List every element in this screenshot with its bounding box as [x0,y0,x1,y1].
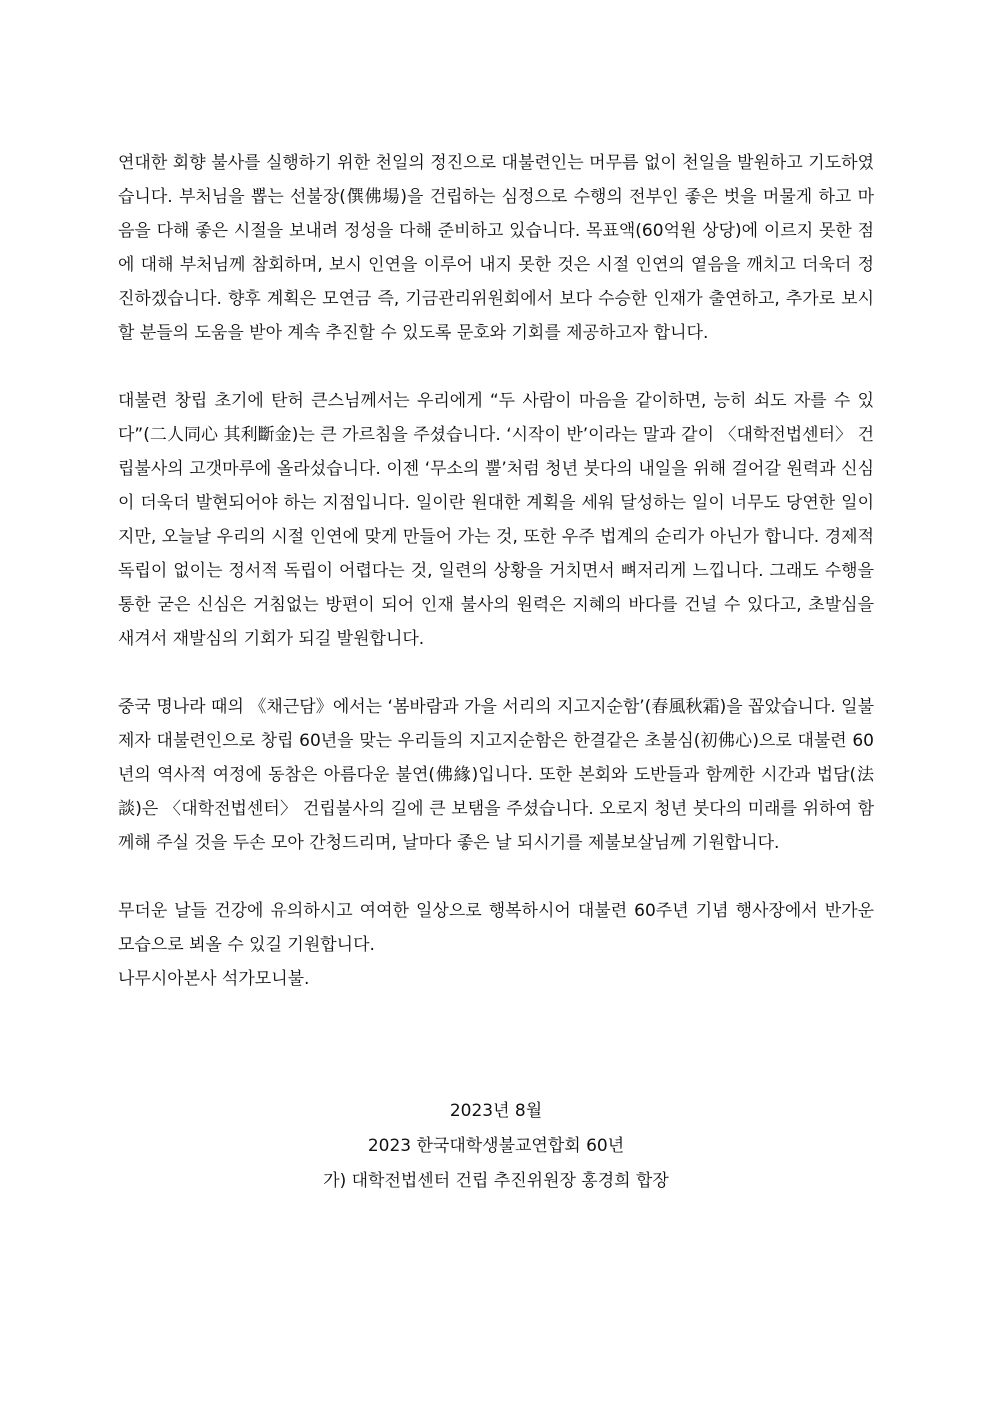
signature-organization: 2023 한국대학생불교연합회 60년 [367,1136,625,1156]
paragraph-gap [118,350,874,384]
paragraph-gap [118,656,874,690]
paragraph-gap [118,860,874,894]
paragraph-1: 연대한 회향 불사를 실행하기 위한 천일의 정진으로 대불련인는 머무름 없이 천일을 발원하고 기도하였습니다. 부처님을 뽑는 선불장(僎佛場)을 건립하는 심정으로 수행의 전부인 좋은 벗을 머물게 하고 마음을 다해 좋은 시절을 보내려 정성을 다해 준비하고 있습니다. 목표액(60억원 상당)에 이르지 못한 점에 대해 부처님께 참회하며, 보시 인연을 이루어 내지 못한 것은 시절 인연의 옅음을 깨치고 더욱더 정진하겠습니다. 향후 계획은 모연금 즉, 기금관리위원회에서 보다 수승한 인재가 출연하고, 추가로 보시할 분들의 도움을 받아 계속 추진할 수 있도록 문호와 기회를 제공하고자 합니다. [118,153,874,343]
signature-date: 2023년 8월 [449,1101,543,1121]
letter-body [118,146,874,996]
closing-line: 나무시아본사 석가모니불. [118,969,310,989]
paragraph-3: 중국 명나라 때의 《채근담》에서는 ‘봄바람과 가을 서리의 지고지순함’(春風秋霜)을 꼽았습니다. 일불제자 대불련인으로 창립 60년을 맞는 우리들의 지고지순함은 한결같은 초불심(初佛心)으로 대불련 60년의 역사적 여정에 동참은 아름다운 불연(佛緣)입니다. 또한 본회와 도반들과 함께한 시간과 법담(法談)은 〈대학전법센터〉 건립불사의 길에 큰 보탬을 주셨습니다. 오로지 청년 붓다의 미래를 위하여 함께해 주실 것을 두손 모아 간청드리며, 날마다 좋은 날 되시기를 제불보살님께 기원합니다. [118,697,874,853]
paragraph-2: 대불련 창립 초기에 탄허 큰스님께서는 우리에게 “두 사람이 마음을 같이하면, 능히 쇠도 자를 수 있다”(二人同心 其利斷金)는 큰 가르침을 주셨습니다. ‘시작이 반’이라는 말과 같이 〈대학전법센터〉 건립불사의 고갯마루에 올라섰습니다. 이젠 ‘무소의 뿔’처럼 청년 붓다의 내일을 위해 걸어갈 원력과 신심이 더욱더 발현되어야 하는 지점입니다. 일이란 원대한 계획을 세워 달성하는 일이 너무도 당연한 일이지만, 오늘날 우리의 시절 인연에 맞게 만들어 가는 것, 또한 우주 법계의 순리가 아닌가 합니다. 경제적 독립이 없이는 정서적 독립이 어렵다는 것, 일련의 상황을 거치면서 뼈저리게 느낍니다. 그래도 수행을 통한 굳은 신심은 거침없는 방편이 되어 인재 불사의 원력은 지혜의 바다를 건널 수 있다고, 초발심을 새겨서 재발심의 기회가 되길 발원합니다. [118,391,874,649]
signature-block [0,1094,992,1199]
paragraph-4: 무더운 날들 건강에 유의하시고 여여한 일상으로 행복하시어 대불련 60주년 기념 행사장에서 반가운 모습으로 뵈올 수 있길 기원합니다. [118,901,874,955]
signature-signer: 가) 대학전법센터 건립 추진위원장 홍경희 합장 [323,1171,669,1191]
